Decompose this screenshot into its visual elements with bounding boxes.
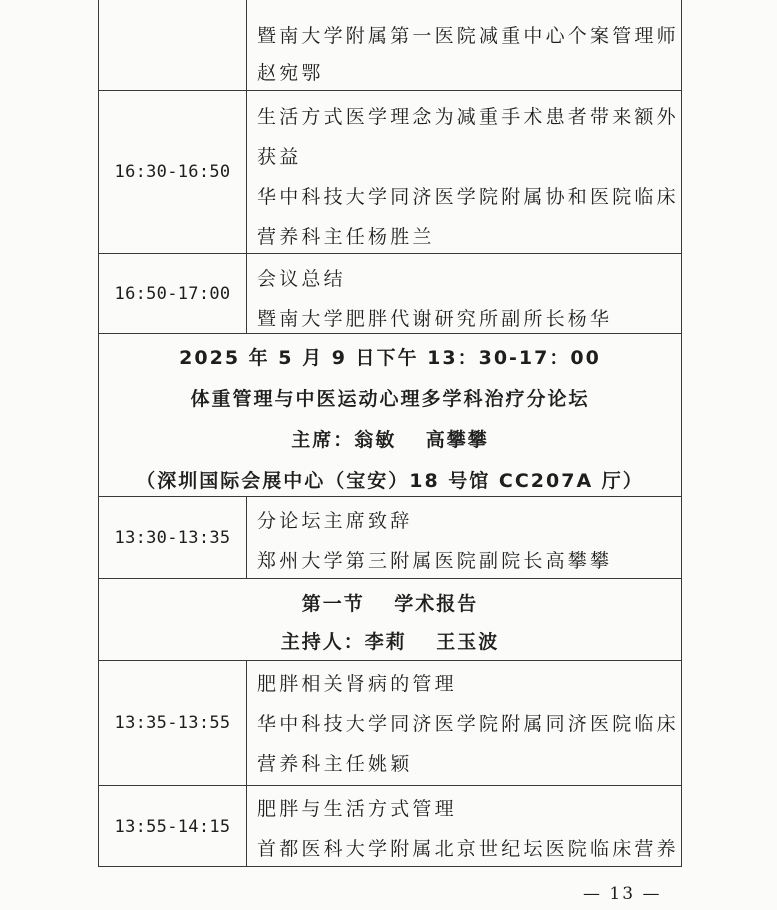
time-cell: 13:55-14:15 <box>99 786 247 867</box>
speaker-affiliation: 华中科技大学同济医学院附属同济医院临床 <box>257 713 679 735</box>
talk-title: 肥胖相关肾病的管理 <box>257 673 457 695</box>
table-row <box>99 497 681 579</box>
time-cell <box>99 0 247 90</box>
section-title: 第一节 学术报告 <box>301 593 479 615</box>
time-cell: 13:35-13:55 <box>99 661 247 785</box>
talk-title: 生活方式医学理念为减重手术患者带来额外 <box>257 106 679 128</box>
speaker-name: 暨南大学肥胖代谢研究所副所长杨华 <box>257 308 613 330</box>
speaker-affiliation: 暨南大学附属第一医院减重中心个案管理师 <box>257 25 679 47</box>
page-number: — 13 — <box>583 884 662 904</box>
talk-title: 分论坛主席致辞 <box>257 510 413 532</box>
time-cell: 13:30-13:35 <box>99 497 247 578</box>
table-row <box>99 0 681 91</box>
session-date-time: 2025 年 5 月 9 日下午 13：30-17：00 <box>179 347 601 369</box>
content-cell <box>247 91 681 253</box>
forum-chairs: 主席：翁敏 高攀攀 <box>291 429 489 451</box>
content-cell <box>247 661 681 785</box>
speaker-name: 赵宛鄂 <box>257 62 324 84</box>
talk-title-cont: 获益 <box>257 146 302 168</box>
time-cell: 16:30-16:50 <box>99 91 247 253</box>
forum-title: 体重管理与中医运动心理多学科治疗分论坛 <box>190 388 590 410</box>
content-cell <box>247 786 681 867</box>
speaker-affiliation: 首都医科大学附属北京世纪坛医院临床营养 <box>257 838 679 860</box>
talk-title: 会议总结 <box>257 268 346 290</box>
table-row <box>99 661 681 786</box>
table-row <box>99 786 681 867</box>
forum-venue: （深圳国际会展中心（宝安）18 号馆 CC207A 厅） <box>136 470 644 492</box>
content-cell <box>247 497 681 578</box>
section-header <box>99 579 681 661</box>
speaker-name: 营养科主任杨胜兰 <box>257 226 435 248</box>
content-cell <box>247 0 681 90</box>
table-row <box>99 254 681 334</box>
schedule-table <box>98 0 682 867</box>
content-cell <box>247 254 681 333</box>
session-header <box>99 334 681 497</box>
time-cell: 16:50-17:00 <box>99 254 247 333</box>
section-hosts: 主持人：李莉 王玉波 <box>280 631 500 653</box>
speaker-name: 营养科主任姚颖 <box>257 753 413 775</box>
talk-title: 肥胖与生活方式管理 <box>257 798 457 820</box>
speaker-affiliation: 华中科技大学同济医学院附属协和医院临床 <box>257 186 679 208</box>
speaker-name: 郑州大学第三附属医院副院长高攀攀 <box>257 550 613 572</box>
table-row <box>99 91 681 254</box>
